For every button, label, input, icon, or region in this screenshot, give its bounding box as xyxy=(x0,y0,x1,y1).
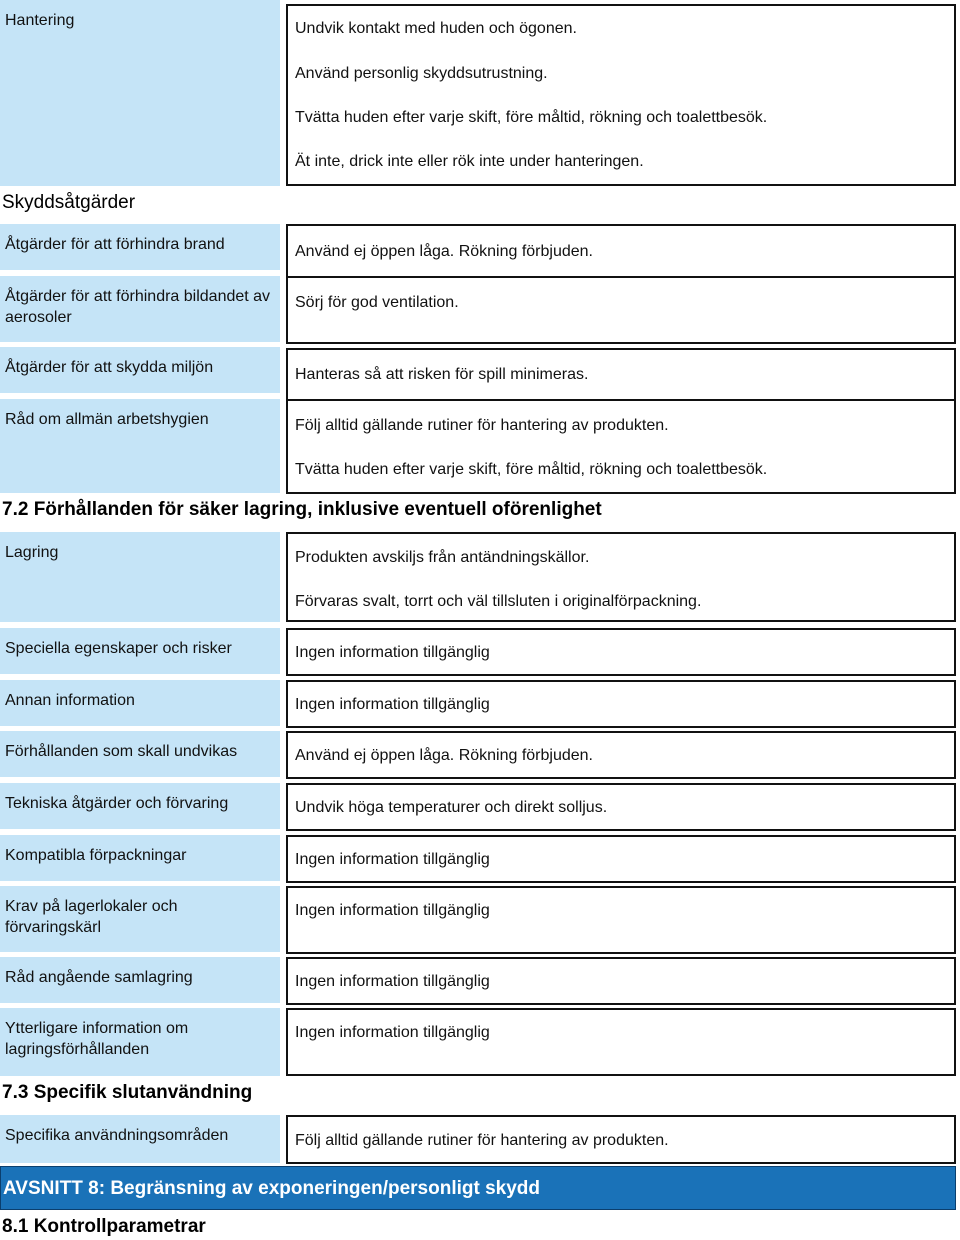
row-value xyxy=(286,348,956,399)
row-value-text: Följ alltid gällande rutiner för hantering av produkten. xyxy=(295,417,669,434)
handling-label: Hantering xyxy=(0,0,280,186)
handling-line: Ät inte, drick inte eller rök inte under hanteringen. xyxy=(295,153,644,170)
end-use-value xyxy=(286,1115,956,1164)
storage-line: Produkten avskiljs från antändningskällor. xyxy=(295,549,590,566)
row-label: Tekniska åtgärder och förvaring xyxy=(0,783,280,829)
row-label: Åtgärder för att skydda miljön xyxy=(0,347,280,393)
row-value xyxy=(286,276,956,344)
row-value xyxy=(286,835,956,883)
row-value xyxy=(286,957,956,1005)
end-use-value-text: Följ alltid gällande rutiner för hantering av produkten. xyxy=(295,1132,669,1149)
row-value-text: Ingen information tillgänglig xyxy=(295,696,490,713)
row-label: Råd om allmän arbetshygien xyxy=(0,399,280,493)
row-label: Speciella egenskaper och risker xyxy=(0,628,280,674)
row-value-text: Ingen information tillgänglig xyxy=(295,1024,490,1041)
row-value xyxy=(286,731,956,779)
row-label: Råd angående samlagring xyxy=(0,957,280,1003)
row-label: Åtgärder för att förhindra brand xyxy=(0,224,280,270)
row-value xyxy=(286,1008,956,1076)
row-value xyxy=(286,224,956,276)
row-label: Kompatibla förpackningar xyxy=(0,835,280,881)
row-label: Ytterligare information om lagringsförhållanden xyxy=(0,1008,280,1076)
row-value xyxy=(286,886,956,954)
handling-line: Använd personlig skyddsutrustning. xyxy=(295,65,548,82)
handling-line: Undvik kontakt med huden och ögonen. xyxy=(295,20,577,37)
row-value-text: Ingen information tillgänglig xyxy=(295,851,490,868)
row-label: Förhållanden som skall undvikas xyxy=(0,731,280,777)
row-value-text: Använd ej öppen låga. Rökning förbjuden. xyxy=(295,747,593,764)
storage-label: Lagring xyxy=(0,532,280,622)
row-value-text: Använd ej öppen låga. Rökning förbjuden. xyxy=(295,243,593,260)
end-use-label: Specifika användningsområden xyxy=(0,1115,280,1163)
row-value xyxy=(286,399,956,494)
storage-heading: 7.2 Förhållanden för säker lagring, inklusive eventuell oförenlighet xyxy=(2,499,602,520)
end-use-heading: 7.3 Specifik slutanvändning xyxy=(2,1082,253,1103)
section-8-banner: AVSNITT 8: Begränsning av exponeringen/personligt skydd xyxy=(0,1166,956,1210)
row-label: Annan information xyxy=(0,680,280,726)
handling-value xyxy=(286,4,956,186)
row-value xyxy=(286,628,956,676)
row-value xyxy=(286,680,956,728)
row-value-text: Ingen information tillgänglig xyxy=(295,644,490,661)
row-value-text: Tvätta huden efter varje skift, före måltid, rökning och toalettbesök. xyxy=(295,461,768,478)
row-value-text: Ingen information tillgänglig xyxy=(295,973,490,990)
row-label: Åtgärder för att förhindra bildandet av aerosoler xyxy=(0,276,280,342)
row-value-text: Ingen information tillgänglig xyxy=(295,902,490,919)
storage-line: Förvaras svalt, torrt och väl tillsluten i originalförpackning. xyxy=(295,593,702,610)
storage-value xyxy=(286,532,956,622)
row-label: Krav på lagerlokaler och förvaringskärl xyxy=(0,886,280,952)
protective-measures-heading: Skyddsåtgärder xyxy=(2,192,136,213)
row-value-text: Undvik höga temperaturer och direkt solljus. xyxy=(295,799,608,816)
handling-line: Tvätta huden efter varje skift, före måltid, rökning och toalettbesök. xyxy=(295,109,768,126)
row-value-text: Hanteras så att risken för spill minimeras. xyxy=(295,366,589,383)
control-parameters-heading: 8.1 Kontrollparametrar xyxy=(2,1216,206,1237)
row-value xyxy=(286,783,956,831)
row-value-text: Sörj för god ventilation. xyxy=(295,294,459,311)
